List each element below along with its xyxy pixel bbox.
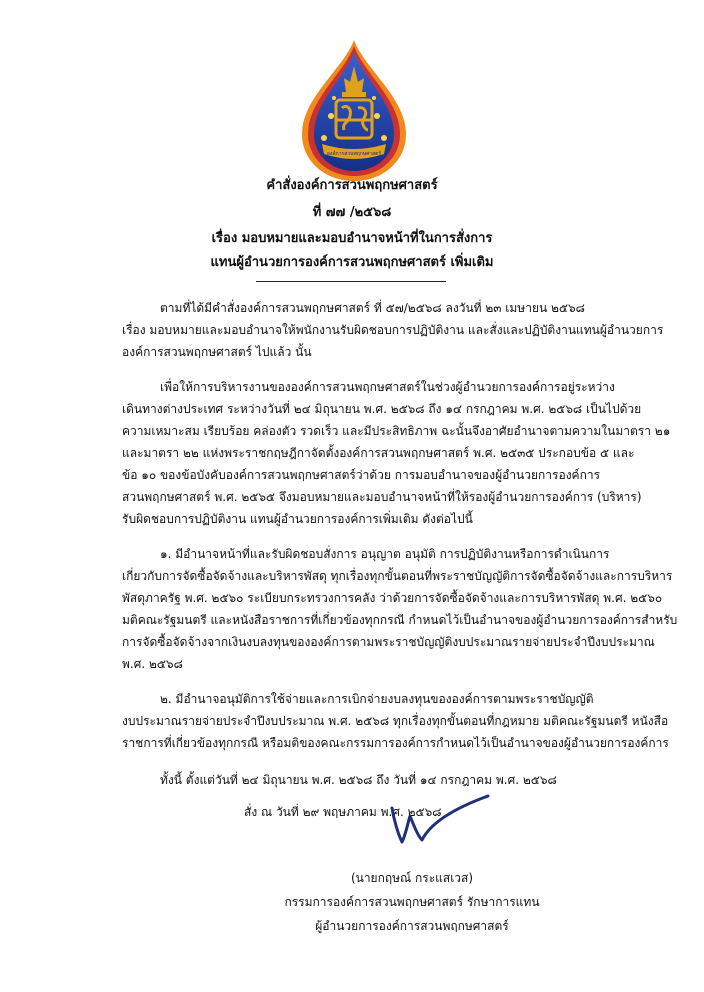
subject-line-2: แทนผู้อำนวยการองค์การสวนพฤกษศาสตร์ เพิ่มเติม xyxy=(210,255,494,270)
order-date: สั่ง ณ วันที่ ๒๙ พฤษภาคม พ.ศ. ๒๕๖๘ xyxy=(244,805,442,819)
effective-period: ทั้งนี้ ตั้งแต่วันที่ ๒๔ มิถุนายน พ.ศ. ๒๕๖๘ ถึง วันที่ ๑๔ กรกฎาคม พ.ศ. ๒๕๖๘ xyxy=(160,773,557,787)
para2-line: เดินทางต่างประเทศ ระหว่างวันที่ ๒๔ มิถุนายน พ.ศ. ๒๕๖๘ ถึง ๑๔ กรกฎาคม พ.ศ. ๒๕๖๘ เป็นไปด้วย xyxy=(122,402,642,416)
para2-line: รับผิดชอบการปฏิบัติงาน แทนผู้อำนวยการองค์การเพิ่มเติม ดังต่อไปนี้ xyxy=(122,512,473,526)
item1-line: พัสดุภาครัฐ พ.ศ. ๒๕๖๐ ระเบียบกระทรวงการคลัง ว่าด้วยการจัดซื้อจัดจ้างและการบริหารพัสดุ พ.ศ. ๒๕๖๐ xyxy=(122,591,663,605)
para2-line: สวนพฤกษศาสตร์ พ.ศ. ๒๕๖๕ จึงมอบหมายและมอบอำนาจหน้าที่ให้รองผู้อำนวยการองค์การ (บริหาร) xyxy=(122,490,642,504)
handwritten-signature xyxy=(384,790,494,850)
item2-line: ๒. มีอำนาจอนุมัติการใช้จ่ายและการเบิกจ่ายงบลงทุนขององค์การตามพระราชบัญญัติ xyxy=(160,692,594,706)
item2-line: งบประมาณรายจ่ายประจำปีงบประมาณ พ.ศ. ๒๕๖๘ ทุกเรื่องทุกขั้นตอนที่กฎหมาย มติคณะรัฐมนตรี หนังสือ xyxy=(122,714,669,728)
order-number: ที่ ๗๗ /๒๕๖๘ xyxy=(312,205,392,220)
para1-line: ตามที่ได้มีคำสั่งองค์การสวนพฤกษศาสตร์ ที่ ๕๗/๒๕๖๘ ลงวันที่ ๒๓ เมษายน ๒๕๖๘ xyxy=(160,301,585,315)
header-divider xyxy=(256,281,446,282)
item1-line: ๑. มีอำนาจหน้าที่และรับผิดชอบสั่งการ อนุญาต อนุมัติ การปฏิบัติงานหรือการดำเนินการ xyxy=(160,547,610,561)
signer-position-1: กรรมการองค์การสวนพฤกษศาสตร์ รักษาการแทน xyxy=(284,895,540,909)
item2-line: ราชการที่เกี่ยวข้องทุกกรณี หรือมติของคณะกรรมการองค์การกำหนดไว้เป็นอำนาจของผู้อำนวยการองค์การ xyxy=(122,736,669,750)
para1-line: เรื่อง มอบหมายและมอบอำนาจให้พนักงานรับผิดชอบการปฏิบัติงาน และสั่งและปฏิบัติงานแทนผู้อำนวยการ xyxy=(122,323,664,337)
signer-position-2: ผู้อำนวยการองค์การสวนพฤกษศาสตร์ xyxy=(315,919,509,933)
organization-logo xyxy=(298,38,410,183)
item1-line: การจัดซื้อจัดจ้างจากเงินงบลงทุนขององค์การตามพระราชบัญญัติงบประมาณรายจ่ายประจำปีงบประมาณ xyxy=(122,635,655,649)
order-title: คำสั่งองค์การสวนพฤกษศาสตร์ xyxy=(266,178,438,193)
item1-line: พ.ศ. ๒๕๖๘ xyxy=(122,657,183,671)
svg-text:องค์การสวนพฤกษศาสตร์: องค์การสวนพฤกษศาสตร์ xyxy=(326,151,382,157)
para2-line: เพื่อให้การบริหารงานขององค์การสวนพฤกษศาสตร์ในช่วงผู้อำนวยการองค์การอยู่ระหว่าง xyxy=(160,380,615,394)
signer-name: (นายกฤษณ์ กระแสเวส) xyxy=(350,871,474,885)
para2-line: และมาตรา ๒๒ แห่งพระราชกฤษฎีกาจัดตั้งองค์การสวนพฤกษศาสตร์ พ.ศ. ๒๕๓๕ ประกอบข้อ ๕ และ xyxy=(122,446,635,460)
para1-line: องค์การสวนพฤกษศาสตร์ ไปแล้ว นั้น xyxy=(122,345,312,359)
para2-line: ความเหมาะสม เรียบร้อย คล่องตัว รวดเร็ว และมีประสิทธิภาพ ฉะนั้นจึงอาศัยอำนาจตามความในมาตรา ๒๑ xyxy=(122,424,671,438)
subject-line-1: เรื่อง มอบหมายและมอบอำนาจหน้าที่ในการสั่งการ xyxy=(211,231,493,246)
item1-line: เกี่ยวกับการจัดซื้อจัดจ้างและบริหารพัสดุ ทุกเรื่องทุกขั้นตอนที่พระราชบัญญัติการจัดซื้อจัดจ้างและการบริหาร xyxy=(122,569,673,583)
para2-line: ข้อ ๑๐ ของข้อบังคับองค์การสวนพฤกษศาสตร์ว่าด้วย การมอบอำนาจของผู้อำนวยการองค์การ xyxy=(122,468,601,482)
item1-line: มติคณะรัฐมนตรี และหนังสือราชการที่เกี่ยวข้องทุกกรณี กำหนดไว้เป็นอำนาจของผู้อำนวยการองค์การสำหรับ xyxy=(122,613,678,627)
